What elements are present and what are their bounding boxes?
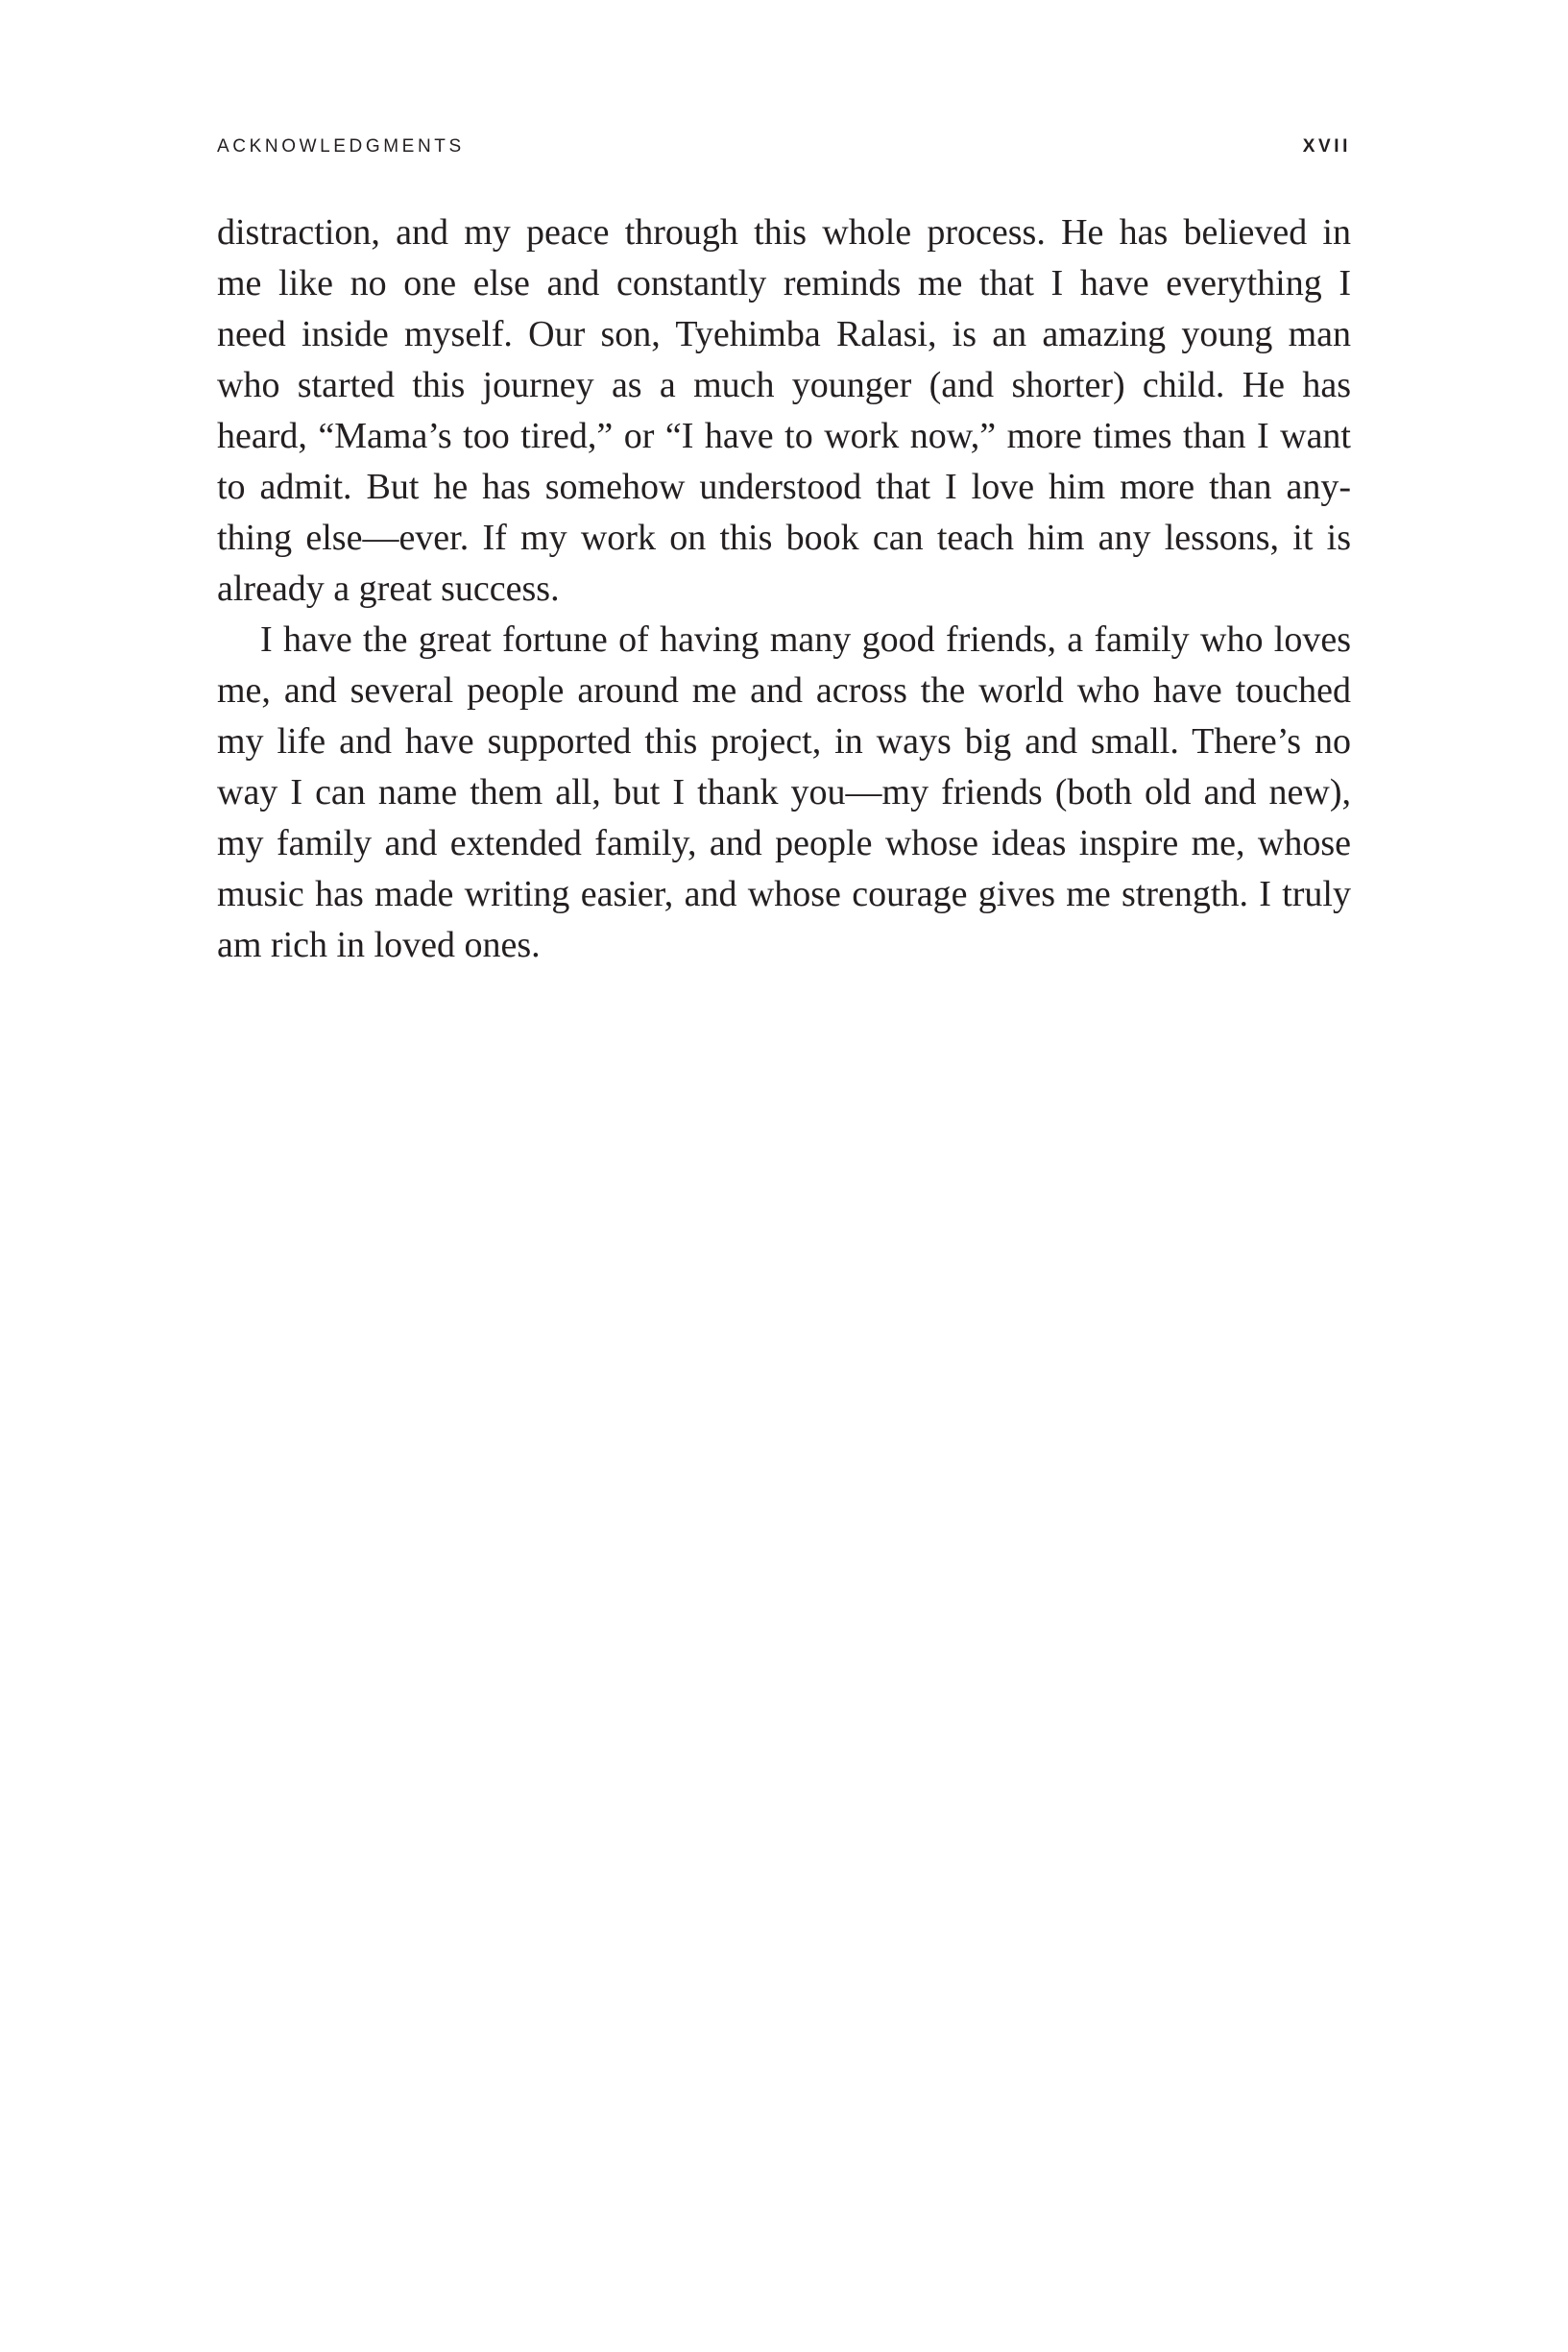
running-head: [217, 133, 1351, 161]
text-line: my family and extended family, and people whose ideas inspire me, whose: [217, 823, 1351, 863]
text-line: thing else—ever. If my work on this book can teach him any lessons, it is: [217, 518, 1351, 558]
text-line: I have the great fortune of having many good friends, a family who loves: [260, 619, 1351, 660]
text-line: already a great success.: [217, 569, 560, 609]
text-line: who started this journey as a much younger (and shorter) child. He has: [217, 365, 1351, 405]
text-line: me like no one else and constantly reminds me that I have everything I: [217, 263, 1351, 303]
body-text: [217, 207, 1351, 971]
paragraph-2: [217, 615, 1351, 971]
text-line: me, and several people around me and across the world who have touched: [217, 670, 1351, 711]
text-line: my life and have supported this project, in ways big and small. There’s no: [217, 721, 1351, 762]
text-line: music has made writing easier, and whose courage gives me strength. I truly: [217, 874, 1351, 914]
paragraph-1: [217, 207, 1351, 615]
page-number: XVII: [1302, 136, 1351, 157]
text-line: to admit. But he has somehow understood that I love him more than any-: [217, 467, 1351, 507]
text-line: need inside myself. Our son, Tyehimba Ralasi, is an amazing young man: [217, 314, 1351, 354]
section-title: ACKNOWLEDGMENTS: [217, 136, 465, 157]
text-line: heard, “Mama’s too tired,” or “I have to work now,” more times than I want: [217, 416, 1351, 456]
text-line: distraction, and my peace through this whole process. He has believed in: [217, 212, 1351, 253]
text-line: way I can name them all, but I thank you—my friends (both old and new),: [217, 772, 1351, 812]
text-line: am rich in loved ones.: [217, 925, 541, 965]
